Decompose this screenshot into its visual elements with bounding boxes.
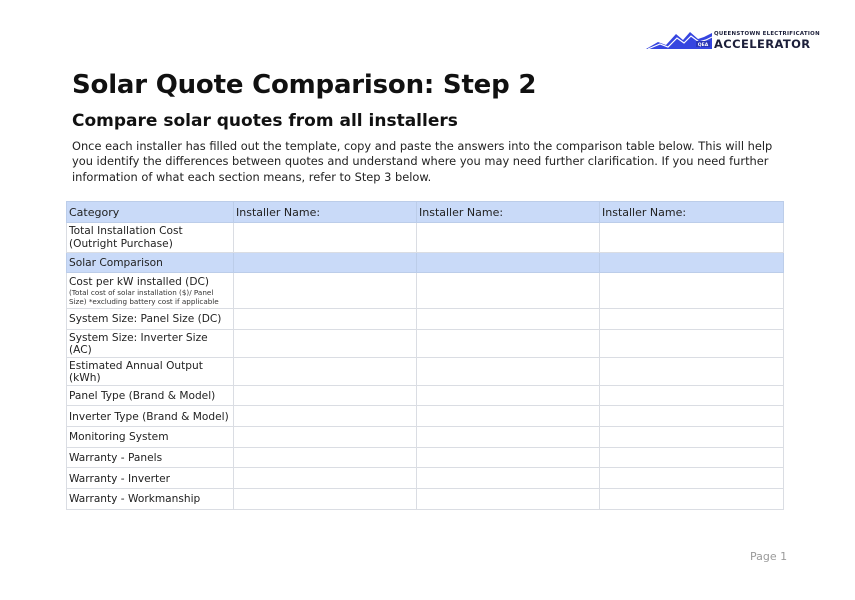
logo-tagline: QUEENSTOWN ELECTRIFICATION: [714, 31, 820, 37]
table-row: [67, 385, 784, 406]
row-label-cost-per-kw: [67, 273, 234, 309]
table-cell[interactable]: [417, 447, 600, 468]
table-row: [67, 406, 784, 427]
table-cell[interactable]: [417, 468, 600, 489]
table-cell[interactable]: [417, 406, 600, 427]
table-cell[interactable]: [417, 357, 600, 385]
table-cell[interactable]: [600, 329, 784, 357]
comparison-table: [66, 201, 784, 510]
row-label-warranty-panels: Warranty - Panels: [67, 447, 234, 468]
table-cell[interactable]: [600, 447, 784, 468]
table-cell[interactable]: [234, 309, 417, 330]
table-cell[interactable]: [600, 406, 784, 427]
table-cell[interactable]: [234, 427, 417, 448]
table-cell: [600, 253, 784, 273]
table-row: [67, 489, 784, 510]
table-cell[interactable]: [600, 273, 784, 309]
row-label-annual-output: Estimated Annual Output (kWh): [67, 357, 234, 385]
section-row: [67, 253, 784, 273]
header-category: Category: [67, 202, 234, 223]
table-row: [67, 427, 784, 448]
header-installer-3[interactable]: Installer Name:: [600, 202, 784, 223]
table-cell[interactable]: [600, 427, 784, 448]
header-installer-2[interactable]: Installer Name:: [417, 202, 600, 223]
table-cell[interactable]: [234, 273, 417, 309]
table-cell[interactable]: [600, 468, 784, 489]
table-cell[interactable]: [417, 309, 600, 330]
row-label-total-cost: Total Installation Cost (Outright Purchase): [67, 223, 234, 253]
logo-badge: QEA: [697, 43, 709, 48]
row-label-monitoring: Monitoring System: [67, 427, 234, 448]
table-header-row: [67, 202, 784, 223]
table-row: [67, 357, 784, 385]
table-cell[interactable]: [234, 329, 417, 357]
page-title: Solar Quote Comparison: Step 2: [72, 70, 537, 100]
table-cell[interactable]: [600, 385, 784, 406]
table-cell[interactable]: [417, 385, 600, 406]
table-cell[interactable]: [234, 223, 417, 253]
row-label-panel-type: Panel Type (Brand & Model): [67, 385, 234, 406]
table-cell[interactable]: [234, 406, 417, 427]
logo-wordmark: ACCELERATOR: [714, 37, 811, 51]
table-row: [67, 223, 784, 253]
row-label-cost-per-kw-text: Cost per kW installed (DC): [69, 276, 209, 289]
table-cell[interactable]: [600, 357, 784, 385]
section-label-solar-comparison: Solar Comparison: [67, 253, 234, 273]
table-row: [67, 329, 784, 357]
table-cell[interactable]: [600, 489, 784, 510]
table-cell[interactable]: [234, 447, 417, 468]
page-number: Page 1: [750, 550, 788, 563]
table-cell[interactable]: [234, 468, 417, 489]
table-row: [67, 447, 784, 468]
table-cell: [234, 253, 417, 273]
table-cell[interactable]: [417, 489, 600, 510]
table-row: [67, 309, 784, 330]
header-installer-1[interactable]: Installer Name:: [234, 202, 417, 223]
table-cell[interactable]: [234, 489, 417, 510]
table-cell[interactable]: [417, 427, 600, 448]
table-cell[interactable]: [234, 385, 417, 406]
page-subtitle: Compare solar quotes from all installers: [72, 111, 458, 131]
table-row: [67, 273, 784, 309]
table-cell[interactable]: [600, 223, 784, 253]
table-cell[interactable]: [234, 357, 417, 385]
mountain-wave-logo-icon: [646, 30, 714, 50]
table-cell[interactable]: [417, 329, 600, 357]
table-cell[interactable]: [417, 273, 600, 309]
row-label-inverter-size: System Size: Inverter Size (AC): [67, 329, 234, 357]
table-row: [67, 468, 784, 489]
intro-paragraph: Once each installer has filled out the template, copy and paste the answers into the comparison table below. This will help you identify the differences between quotes and understand where you may need further clarification. If you need further information of what each section means, refer to Step 3 below.: [72, 139, 773, 184]
row-note-cost-per-kw: (Total cost of solar installation ($)/ Panel Size) *excluding battery cost if applicable: [69, 288, 219, 306]
row-label-inverter-type: Inverter Type (Brand & Model): [67, 406, 234, 427]
table-cell: [417, 253, 600, 273]
table-cell[interactable]: [600, 309, 784, 330]
row-label-warranty-inverter: Warranty - Inverter: [67, 468, 234, 489]
row-label-warranty-workmanship: Warranty - Workmanship: [67, 489, 234, 510]
qea-logo: [646, 28, 818, 52]
row-label-panel-size: System Size: Panel Size (DC): [67, 309, 234, 330]
table-cell[interactable]: [417, 223, 600, 253]
